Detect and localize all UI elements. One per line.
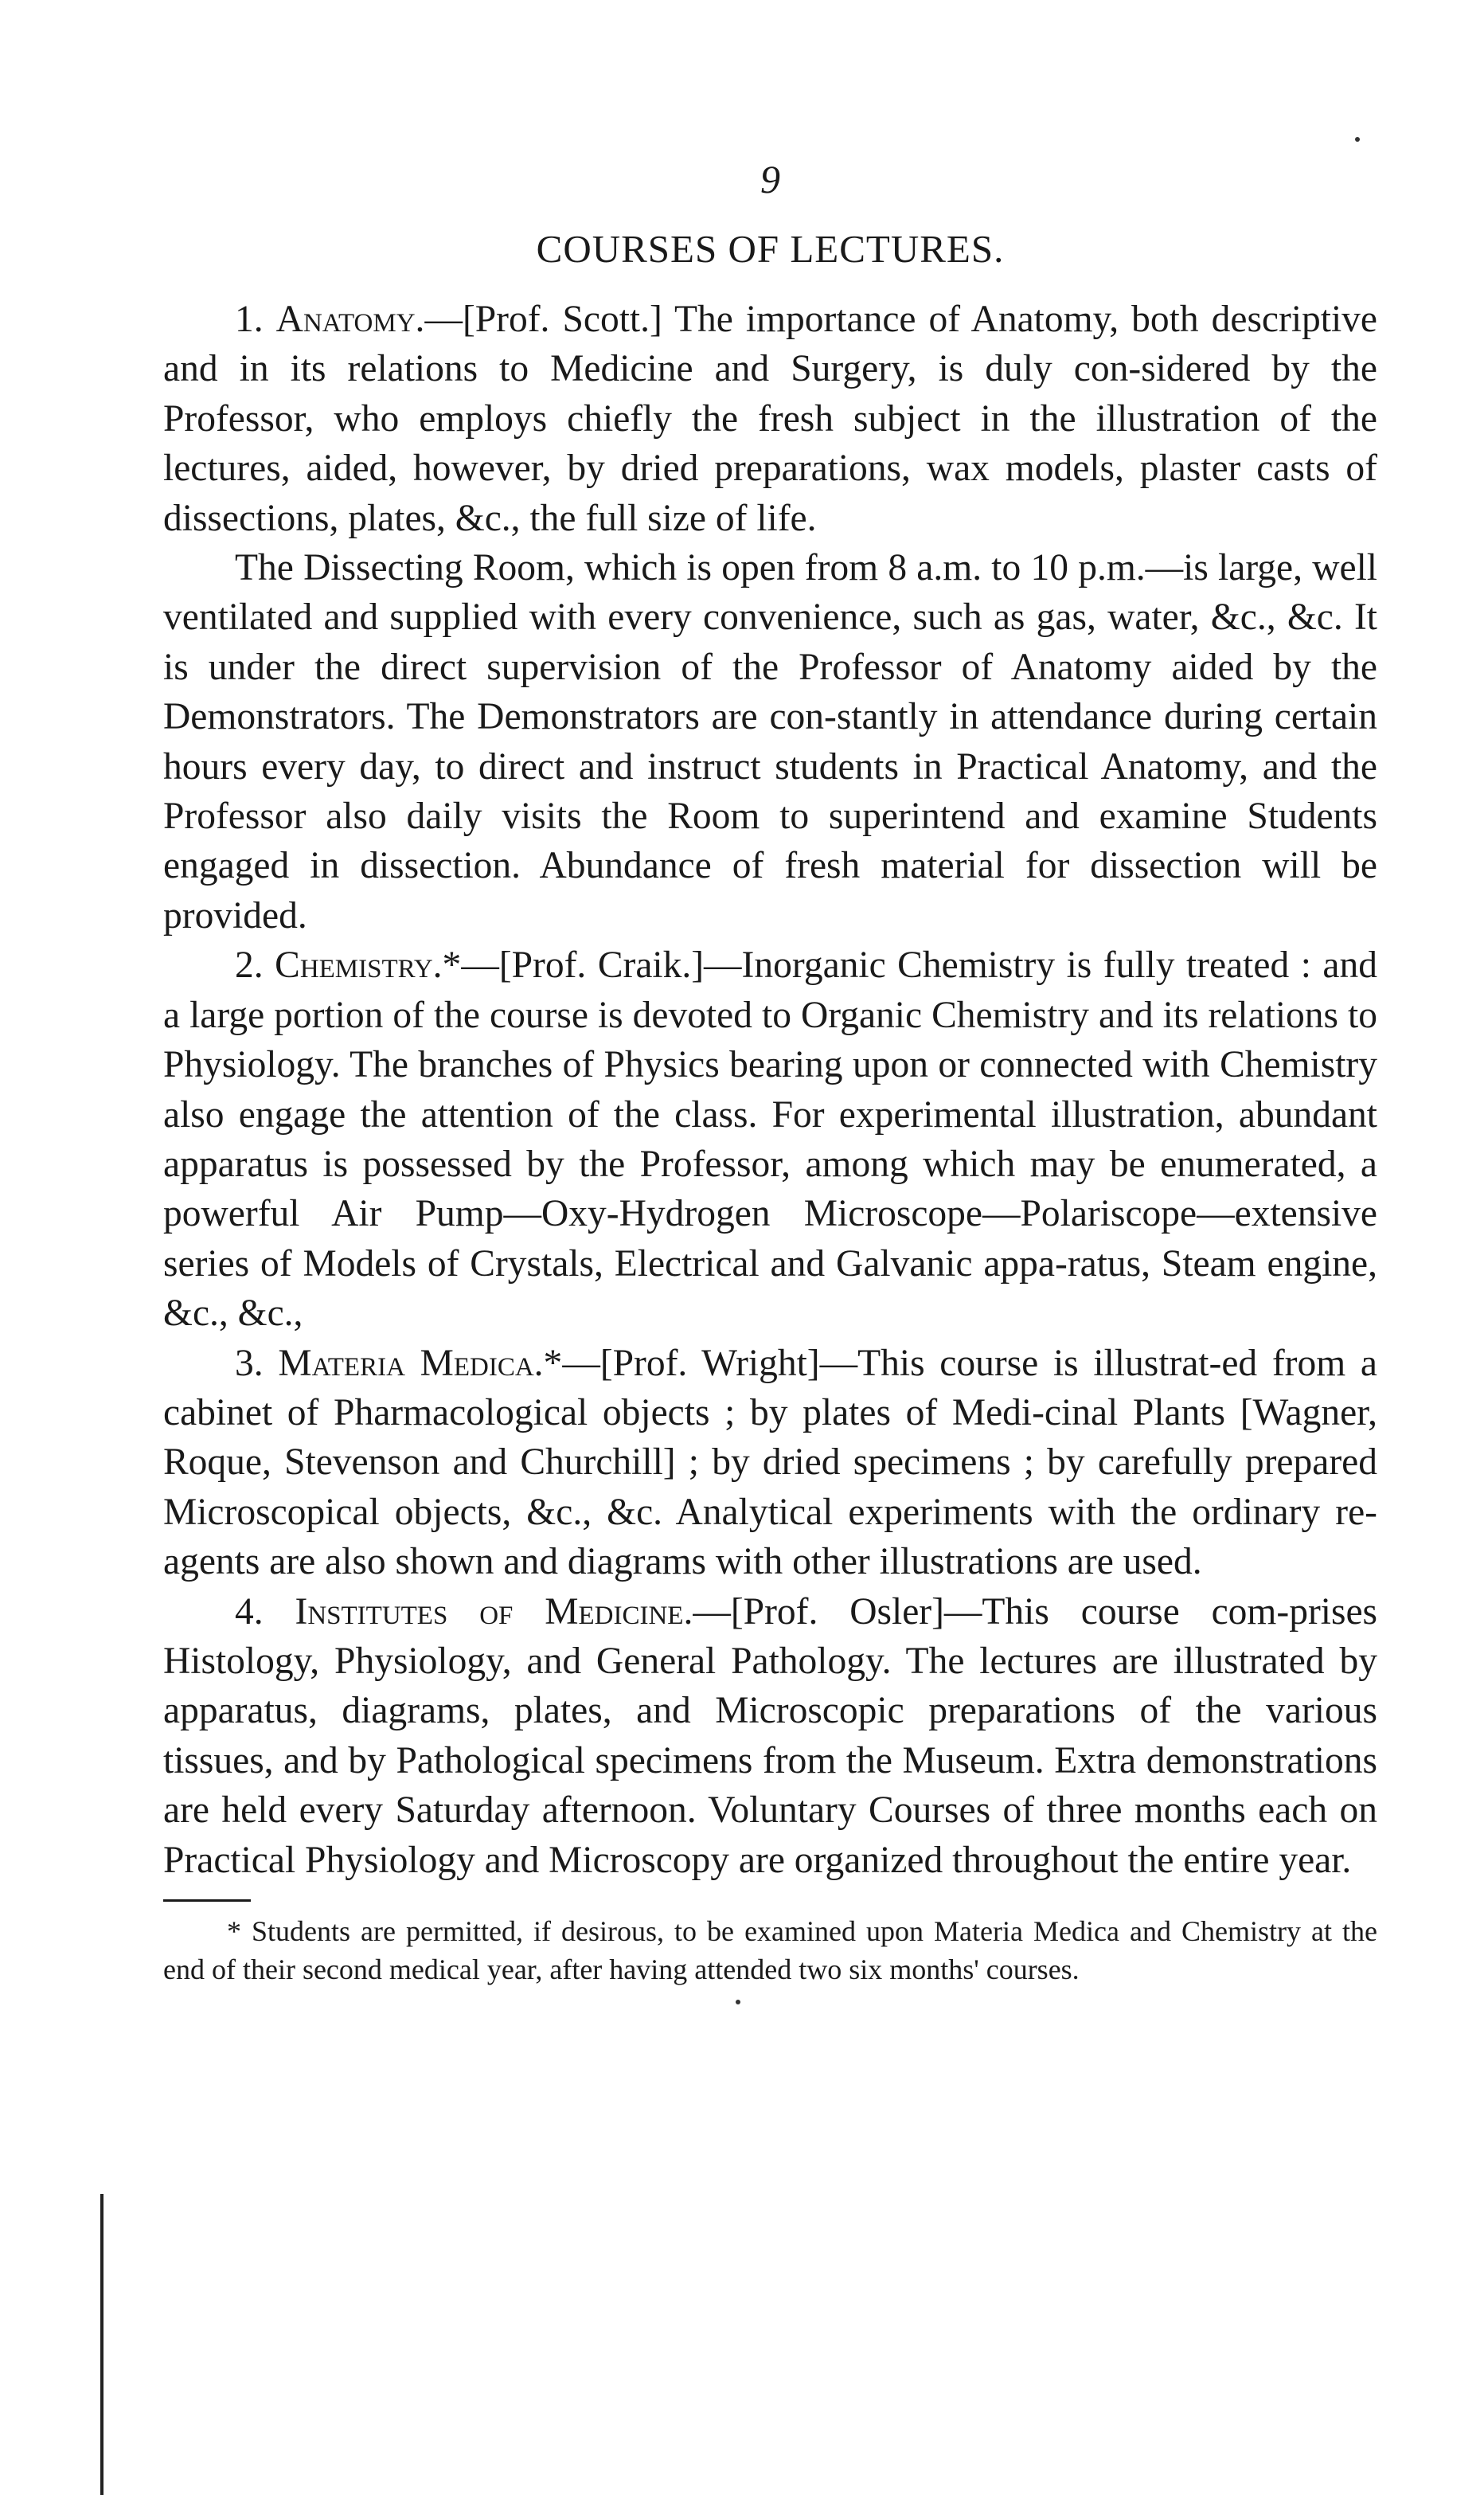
section-title: Anatomy. [275, 299, 425, 340]
section-number: 2. [235, 944, 264, 987]
section-body: —[Prof. Wright]—This course is illustrat-ed from a cabinet of Pharmacological objects ; by plates of Medi-cinal Plants [Wagner, Roque, Stevenson and Churchill] ; by dried specimens ; by carefully prepared Microscopical objects, &c., &c. Analytical experiments with the ordinary re-agents are also shown and diagrams with other illustrations are used. [163, 1342, 1377, 1583]
section-anatomy [163, 295, 1377, 543]
section-number: 3. [235, 1342, 264, 1384]
binding-edge-line [100, 2194, 103, 2495]
section-dissecting-room [163, 543, 1377, 941]
footnote-text: * Students are permitted, if desirous, to be examined upon Materia Medica and Chemistry at the end of their second medical year, after having attended two six months' courses. [163, 1915, 1377, 1985]
section-materia-medica [163, 1339, 1377, 1587]
section-number: 1. [235, 299, 264, 340]
section-body: The Dissecting Room, which is open from 8 a.m. to 10 p.m.—is large, well ventilated and supplied with every convenience, such as gas, water, &c., &c. It is under the direct supervision of the Professor of Anatomy aided by the Demonstrators. The Demonstrators are con-stantly in attendance during certain hours every day, to direct and instruct students in Practical Anatomy, and the Professor also daily visits the Room to superintend and examine Students engaged in dissection. Abundance of fresh material for dissection will be provided. [163, 547, 1377, 937]
scan-speck [1355, 137, 1360, 142]
section-body: —[Prof. Craik.]—Inorganic Chemistry is fully treated : and a large portion of the course is devoted to Organic Chemistry and its relations to Physiology. The branches of Physics bearing upon or connected with Chemistry also engage the attention of the class. For experimental illustration, abundant apparatus is possessed by the Professor, among which may be enumerated, a powerful Air Pump—Oxy-Hydrogen Microscope—Polariscope—extensive series of Models of Crystals, Electrical and Galvanic appa-ratus, Steam engine, &c., &c., [163, 944, 1378, 1335]
scan-speck [736, 2000, 740, 2004]
page-heading: COURSES OF LECTURES. [536, 227, 1005, 271]
footnote-rule [163, 1899, 251, 1902]
footnote [163, 1912, 1377, 1989]
page-number: 9 [760, 157, 780, 201]
section-number: 4. [235, 1590, 264, 1633]
section-body: —[Prof. Osler]—This course com-prises Histology, Physiology, and General Pathology. The lectures are illustrated by apparatus, diagrams, plates, and Microscopic preparations of the various tissues, and by Pathological specimens from the Museum. Extra demonstrations are held every Saturday afternoon. Voluntary Courses of three months each on Practical Physiology and Microscopy are organized throughout the entire year. [163, 1590, 1378, 1881]
section-title: Materia Medica.* [278, 1342, 563, 1384]
lecture-courses-text [163, 295, 1377, 1885]
section-title: Institutes of Medicine. [295, 1590, 693, 1633]
section-title: Chemistry.* [275, 944, 462, 987]
section-institutes-of-medicine [163, 1587, 1377, 1885]
section-body: —[Prof. Scott.] The importance of Anatomy, both descriptive and in its relations to Medicine and Surgery, is duly con-sidered by the Professor, who employs chiefly the fresh subject in the illustration of the lectures, aided, however, by dried preparations, wax models, plaster casts of dissections, plates, &c., the full size of life. [163, 299, 1378, 539]
section-chemistry [163, 941, 1377, 1338]
